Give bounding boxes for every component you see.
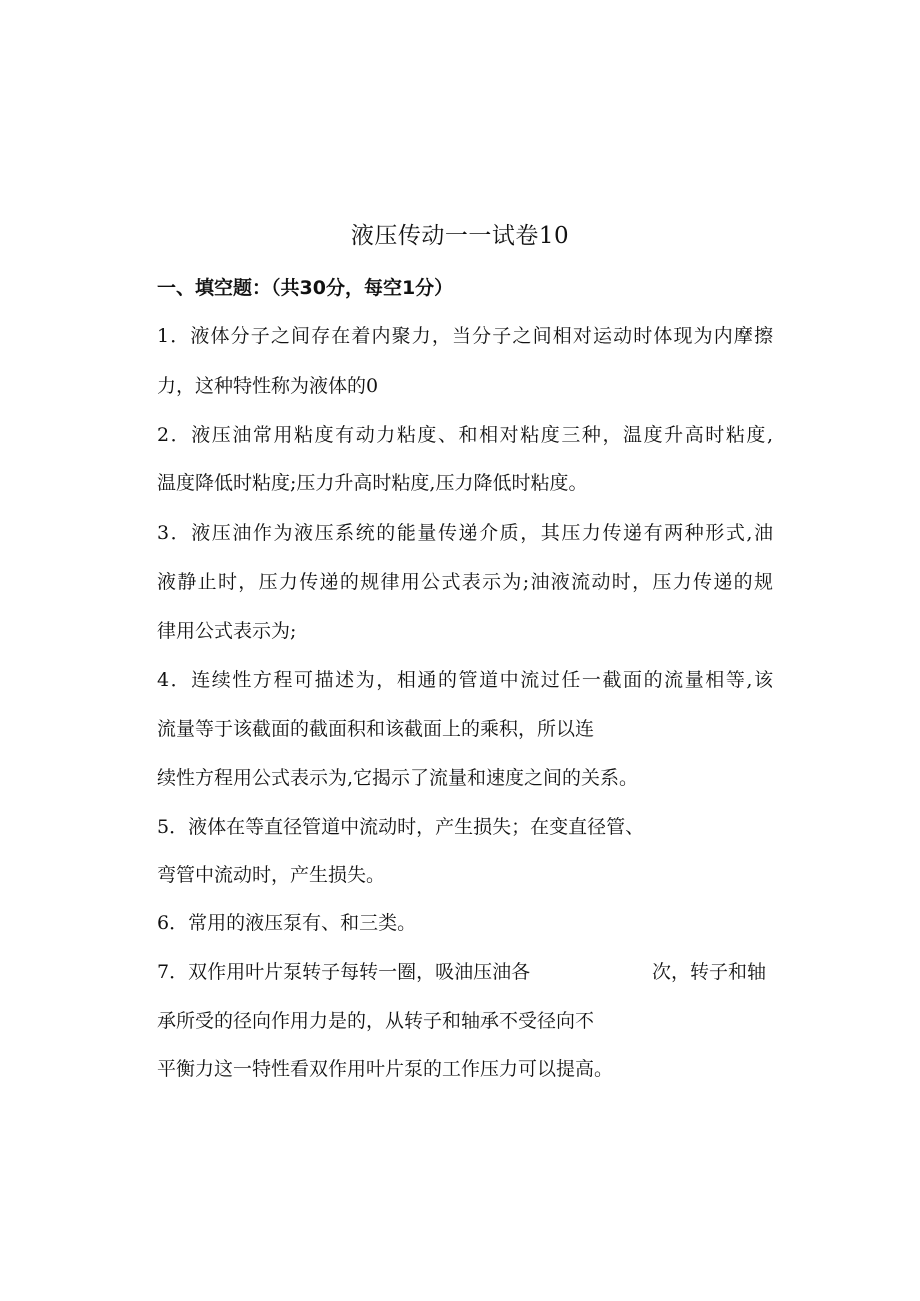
question-2-line-2: 温度降低时粘度;压力升高时粘度,压力降低时粘度。 xyxy=(157,472,588,494)
question-3-line-1: 3．液压油作为液压系统的能量传递介质，其压力传递有两种形式,油 xyxy=(157,522,773,544)
question-2-line-1: 2．液压油常用粘度有动力粘度、和相对粘度三种，温度升高时粘度, xyxy=(157,424,773,446)
question-3-line-3: 律用公式表示为; xyxy=(157,620,297,642)
question-7-line-1: 7．双作用叶片泵转子每转一圈，吸油压油各 xyxy=(157,961,531,983)
question-7-line-3: 平衡力这一特性看双作用叶片泵的工作压力可以提高。 xyxy=(157,1058,614,1080)
section-heading-fill-in-blanks: 一、填空题：（共30分，每空1分） xyxy=(157,277,454,299)
question-3-line-2: 液静止时，压力传递的规律用公式表示为;油液流动时，压力传递的规 xyxy=(157,571,773,593)
question-1-line-1: 1．液体分子之间存在着内聚力，当分子之间相对运动时体现为内摩擦 xyxy=(157,325,773,347)
question-4-line-1: 4．连续性方程可描述为，相通的管道中流过任一截面的流量相等,该 xyxy=(157,669,773,691)
question-4-line-2: 流量等于该截面的截面积和该截面上的乘积，所以连 xyxy=(157,718,595,740)
question-7-line-2: 承所受的径向作用力是的，从转子和轴承不受径向不 xyxy=(157,1010,595,1032)
question-5-line-1: 5．液体在等直径管道中流动时，产生损失；在变直径管、 xyxy=(157,816,645,838)
question-4-line-3: 续性方程用公式表示为,它揭示了流量和速度之间的关系。 xyxy=(157,767,639,789)
question-5-line-2: 弯管中流动时，产生损失。 xyxy=(157,864,386,886)
question-6-line-1: 6．常用的液压泵有、和三类。 xyxy=(157,912,417,934)
question-1-line-2: 力，这种特性称为液体的0 xyxy=(157,375,379,397)
exam-title: 液压传动一一试卷10 xyxy=(350,223,570,249)
question-7-line-1-right: 次，转子和轴 xyxy=(652,961,767,983)
